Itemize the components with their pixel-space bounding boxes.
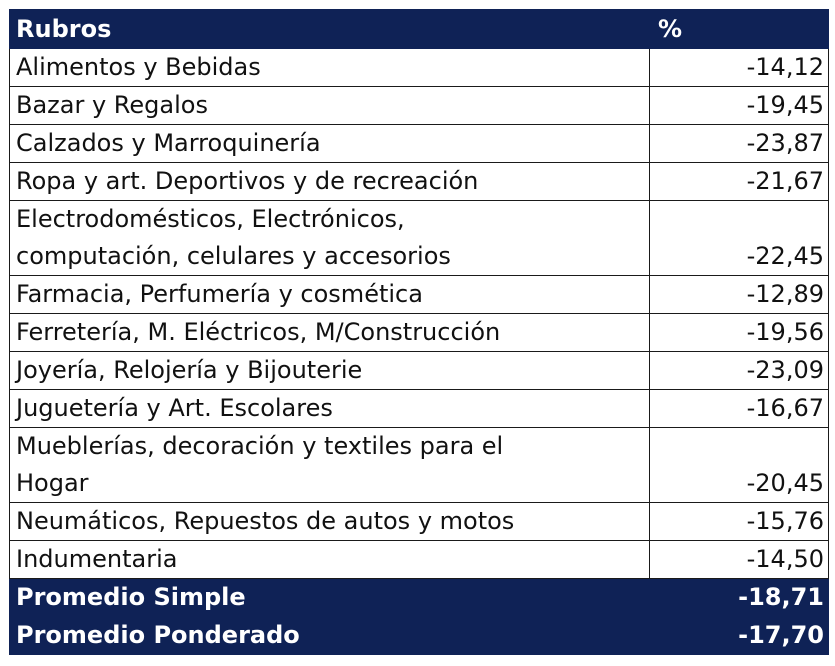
- rubros-table-container: [9, 9, 828, 655]
- rubro-name: Calzados y Marroquinería: [10, 125, 650, 163]
- table-row: [10, 87, 829, 125]
- rubro-value: -14,12: [650, 49, 829, 87]
- rubro-value: -22,45: [650, 201, 829, 276]
- rubro-name: Ferretería, M. Eléctricos, M/Construcción: [10, 314, 650, 352]
- summary-value: -18,71: [650, 579, 829, 617]
- rubro-name: Indumentaria: [10, 541, 650, 579]
- table-row: [10, 201, 829, 276]
- table-row: [10, 276, 829, 314]
- table-row: [10, 163, 829, 201]
- rubro-value: -19,45: [650, 87, 829, 125]
- rubro-value: -23,87: [650, 125, 829, 163]
- rubro-name: Juguetería y Art. Escolares: [10, 390, 650, 428]
- table-header-row: [10, 10, 829, 49]
- summary-value: -17,70: [650, 617, 829, 655]
- summary-label: Promedio Ponderado: [10, 617, 650, 655]
- rubro-name: Bazar y Regalos: [10, 87, 650, 125]
- rubro-value: -23,09: [650, 352, 829, 390]
- table-row: [10, 390, 829, 428]
- rubro-value: -21,67: [650, 163, 829, 201]
- rubro-name: [10, 428, 650, 503]
- rubro-name-line2: Hogar: [16, 469, 89, 497]
- rubro-name-line1: Mueblerías, decoración y textiles para el: [16, 432, 504, 460]
- rubro-value: -14,50: [650, 541, 829, 579]
- table-row: [10, 541, 829, 579]
- table-row: [10, 49, 829, 87]
- table-row: [10, 314, 829, 352]
- rubros-table: [9, 9, 829, 655]
- rubro-name: Alimentos y Bebidas: [10, 49, 650, 87]
- rubro-name: Ropa y art. Deportivos y de recreación: [10, 163, 650, 201]
- summary-row-promedio-ponderado: [10, 617, 829, 655]
- table-row: [10, 428, 829, 503]
- header-percent: %: [650, 10, 829, 49]
- rubro-value: -16,67: [650, 390, 829, 428]
- summary-label: Promedio Simple: [10, 579, 650, 617]
- rubro-name: Neumáticos, Repuestos de autos y motos: [10, 503, 650, 541]
- rubro-value: -15,76: [650, 503, 829, 541]
- table-row: [10, 503, 829, 541]
- summary-row-promedio-simple: [10, 579, 829, 617]
- rubro-name-line2: computación, celulares y accesorios: [16, 242, 451, 270]
- rubro-name: Farmacia, Perfumería y cosmética: [10, 276, 650, 314]
- rubro-value: -12,89: [650, 276, 829, 314]
- table-row: [10, 352, 829, 390]
- header-rubros: Rubros: [10, 10, 650, 49]
- rubro-name: [10, 201, 650, 276]
- rubro-name: Joyería, Relojería y Bijouterie: [10, 352, 650, 390]
- rubro-value: -19,56: [650, 314, 829, 352]
- table-row: [10, 125, 829, 163]
- rubro-value: -20,45: [650, 428, 829, 503]
- rubro-name-line1: Electrodomésticos, Electrónicos,: [16, 205, 405, 233]
